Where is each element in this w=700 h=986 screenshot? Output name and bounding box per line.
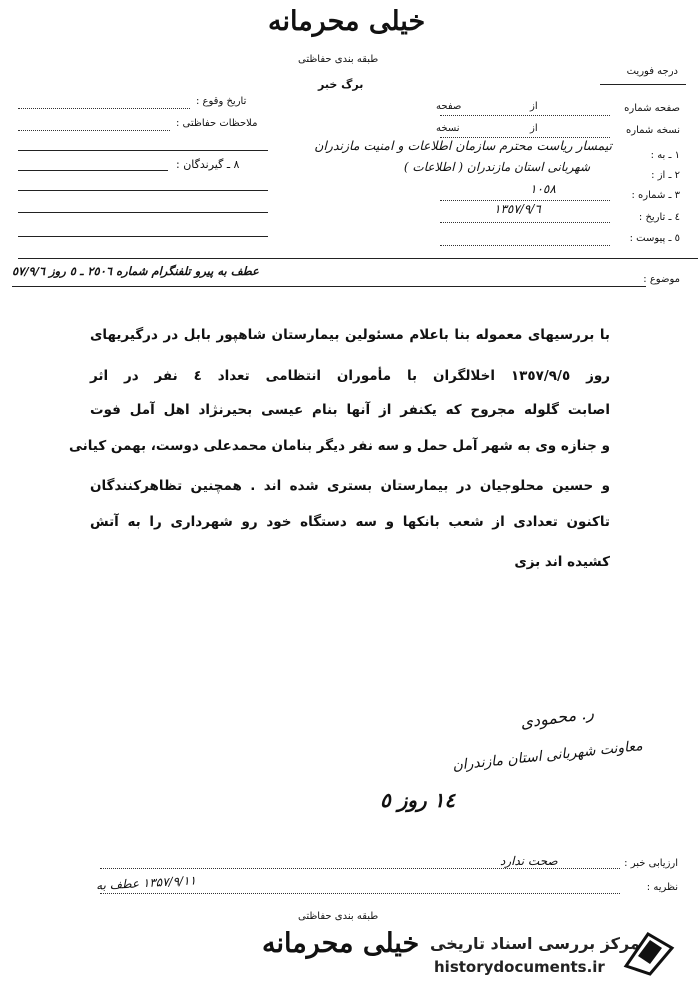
number-value: ١٠٥٨: [530, 182, 556, 196]
priority-label: درجه فوریت: [626, 66, 678, 77]
attachment-label: ٥ ـ پیوست :: [629, 233, 680, 244]
body-line: و جنازه وی به شهر آمل حمل و سه نفر دیگر بنامان محمدعلی دوست، بهمن کیانی: [69, 438, 610, 454]
classification-title: خیلی محرمانه: [268, 6, 426, 37]
body-line: کشیده اند بزی: [514, 554, 610, 570]
watermark-org-name: مرکز بررسی اسناد تاریخی: [430, 934, 640, 953]
evaluation-line: [100, 868, 620, 869]
evaluation-label: ارزیابی خبر :: [624, 858, 678, 869]
recipients-label: ٨ ـ گیرندگان :: [176, 158, 240, 171]
section-divider: [18, 258, 698, 259]
to-value: تیمسار ریاست محترم سازمان اطلاعات و امنیت مازندران: [314, 138, 612, 153]
page-of-label: از: [530, 101, 538, 112]
recipients-line: [18, 170, 168, 171]
to-label: ١ ـ به :: [650, 150, 680, 161]
watermark-url: historydocuments.ir: [434, 958, 605, 976]
subject-value: عطف به پیرو تلفنگرام شماره ٢٥٠٦ ـ ٥ روز ٥٧/٩/٦: [12, 264, 259, 278]
occurrence-date-label: تاریخ وقوع :: [196, 96, 247, 107]
subject-rule: [12, 286, 646, 287]
remarks-label: نظریه :: [646, 882, 678, 893]
body-line: روز ١٣٥٧/٩/٥ اخلالگران با مأموران انتظامی تعداد ٤ نفر در اثر: [90, 368, 611, 384]
left-rule-4: [18, 236, 268, 237]
footer-classification-label: طبقه بندی حفاظتی: [298, 911, 379, 922]
form-title: برگ خبر: [318, 78, 364, 91]
page-number-label: صفحه شماره: [624, 103, 680, 114]
occurrence-date-line: [18, 108, 190, 109]
signature-name: ر. محمودی: [519, 702, 595, 733]
from-value: شهربانی استان مازندران ( اطلاعات ): [403, 160, 590, 174]
signature-date: ١٤ روز ٥: [380, 788, 456, 812]
left-rule-2: [18, 190, 268, 191]
archive-logo-icon: [620, 926, 678, 978]
page-unit-label: صفحه: [436, 101, 462, 112]
security-notes-line: [18, 130, 170, 131]
number-line: [440, 200, 610, 201]
body-line: اصابت گلوله مجروح که یکنفر از آنها بنام عیسی بحیرنژاد اهل آمل فوت: [90, 402, 610, 418]
body-line: تاکنون تعدادی از شعب بانکها و سه دستگاه خود رو شهرداری را به آتش: [90, 514, 610, 530]
page-number-line: [440, 115, 610, 116]
date-line: [440, 222, 610, 223]
priority-rule: [600, 84, 686, 85]
date-value: ١٣٥٧/٩/٦: [494, 202, 541, 216]
subject-label: موضوع :: [643, 274, 680, 285]
body-line: و حسین محلوجیان در بیمارستان بستری شده اند . همچنین تظاهرکنندگان: [90, 478, 610, 494]
copy-unit-label: نسخه: [436, 123, 460, 134]
evaluation-value: صحت ندارد: [500, 854, 558, 868]
remarks-value: ۱۳۵۷/۹/۱۱ عطف به: [95, 873, 197, 893]
classification-label: طبقه بندی حفاظتی: [298, 54, 379, 65]
left-rule-1: [18, 150, 268, 151]
signature-title: معاونت شهربانی استان مازندران: [451, 738, 644, 774]
from-label: ٢ ـ از :: [651, 170, 680, 181]
left-rule-3: [18, 212, 268, 213]
copy-of-label: از: [530, 123, 538, 134]
number-label: ٣ ـ شماره :: [631, 190, 680, 201]
footer-classification-title: خیلی محرمانه: [262, 928, 420, 959]
date-label: ٤ ـ تاریخ :: [638, 212, 680, 223]
security-notes-label: ملاحظات حفاظتی :: [176, 118, 258, 129]
attachment-line: [440, 245, 610, 246]
remarks-line: [100, 893, 620, 894]
copy-number-label: نسخه شماره: [626, 125, 680, 136]
body-line: با بررسیهای معموله بنا باعلام مسئولین بیمارستان شاهپور بابل در درگیریهای: [90, 327, 610, 343]
